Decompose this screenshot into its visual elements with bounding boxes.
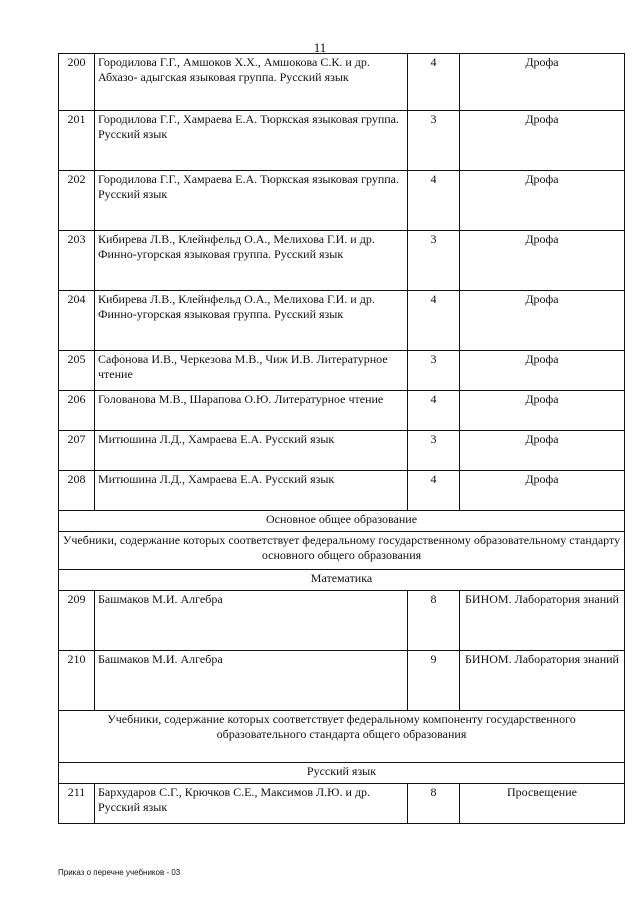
- publisher: Просвещение: [460, 784, 625, 824]
- table-row: [59, 784, 625, 824]
- publisher: Дрофа: [460, 431, 625, 471]
- book-title: Кибирева Л.В., Клейнфельд О.А., Мелихова Г.И. и др. Финно-угорская языковая группа. Русский язык: [95, 231, 408, 291]
- row-number: 207: [59, 431, 95, 471]
- grade: 4: [408, 291, 460, 351]
- book-title: Кибирева Л.В., Клейнфельд О.А., Мелихова Г.И. и др. Финно-угорская языковая группа. Русский язык: [95, 291, 408, 351]
- grade: 4: [408, 391, 460, 431]
- note-row: [59, 532, 625, 570]
- book-title: Башмаков М.И. Алгебра: [95, 591, 408, 651]
- table-row: [59, 111, 625, 171]
- book-title: Бархударов С.Г., Крючков С.Е., Максимов Л.Ю. и др. Русский язык: [95, 784, 408, 824]
- page-number: 11: [313, 40, 327, 55]
- grade: 4: [408, 54, 460, 111]
- table-row: [59, 651, 625, 711]
- row-number: 202: [59, 171, 95, 231]
- row-number: 200: [59, 54, 95, 111]
- row-number: 206: [59, 391, 95, 431]
- publisher: Дрофа: [460, 231, 625, 291]
- note-federal-component: Учебники, содержание которых соответствует федеральному компоненту государственного образовательного стандарта общего образования: [59, 711, 625, 763]
- row-number: 208: [59, 471, 95, 511]
- book-title: Голованова М.В., Шарапова О.Ю. Литературное чтение: [95, 391, 408, 431]
- table-row: [59, 231, 625, 291]
- publisher: Дрофа: [460, 291, 625, 351]
- subject-row: [59, 570, 625, 591]
- book-title: Митюшина Л.Д., Хамраева Е.А. Русский язык: [95, 471, 408, 511]
- subject-heading-russian: Русский язык: [59, 763, 625, 784]
- section-heading-basic-education: Основное общее образование: [59, 511, 625, 532]
- row-number: 210: [59, 651, 95, 711]
- grade: 4: [408, 471, 460, 511]
- book-title: Сафонова И.В., Черкезова М.В., Чиж И.В. Литературное чтение: [95, 351, 408, 391]
- publisher: Дрофа: [460, 391, 625, 431]
- table-row: [59, 54, 625, 111]
- row-number: 204: [59, 291, 95, 351]
- subject-row: [59, 763, 625, 784]
- grade: 3: [408, 111, 460, 171]
- table-row: [59, 431, 625, 471]
- note-federal-standard: Учебники, содержание которых соответствует федеральному государственному образовательному стандарту основного общего образования: [59, 532, 625, 570]
- page-footer: Приказ о перечне учебников - 03: [58, 868, 181, 877]
- grade: 3: [408, 231, 460, 291]
- row-number: 201: [59, 111, 95, 171]
- publisher: Дрофа: [460, 171, 625, 231]
- row-number: 211: [59, 784, 95, 824]
- table-row: [59, 291, 625, 351]
- publisher: Дрофа: [460, 111, 625, 171]
- grade: 3: [408, 431, 460, 471]
- table-row: [59, 471, 625, 511]
- grade: 9: [408, 651, 460, 711]
- section-row: [59, 511, 625, 532]
- book-title: Митюшина Л.Д., Хамраева Е.А. Русский язык: [95, 431, 408, 471]
- table-row: [59, 171, 625, 231]
- subject-heading-math: Математика: [59, 570, 625, 591]
- row-number: 205: [59, 351, 95, 391]
- table-row: [59, 351, 625, 391]
- publisher: Дрофа: [460, 471, 625, 511]
- book-title: Башмаков М.И. Алгебра: [95, 651, 408, 711]
- publisher: БИНОМ. Лаборатория знаний: [460, 591, 625, 651]
- grade: 8: [408, 591, 460, 651]
- note-row: [59, 711, 625, 763]
- grade: 3: [408, 351, 460, 391]
- row-number: 209: [59, 591, 95, 651]
- publisher: Дрофа: [460, 351, 625, 391]
- grade: 4: [408, 171, 460, 231]
- grade: 8: [408, 784, 460, 824]
- book-title: Городилова Г.Г., Амшоков Х.Х., Амшокова С.К. и др. Абхазо- адыгская языковая группа. Русский язык: [95, 54, 408, 111]
- book-title: Городилова Г.Г., Хамраева Е.А. Тюркская языковая группа. Русский язык: [95, 171, 408, 231]
- book-title: Городилова Г.Г., Хамраева Е.А. Тюркская языковая группа. Русский язык: [95, 111, 408, 171]
- textbook-list-table: [58, 53, 625, 824]
- table-row: [59, 591, 625, 651]
- publisher: БИНОМ. Лаборатория знаний: [460, 651, 625, 711]
- publisher: Дрофа: [460, 54, 625, 111]
- row-number: 203: [59, 231, 95, 291]
- table-row: [59, 391, 625, 431]
